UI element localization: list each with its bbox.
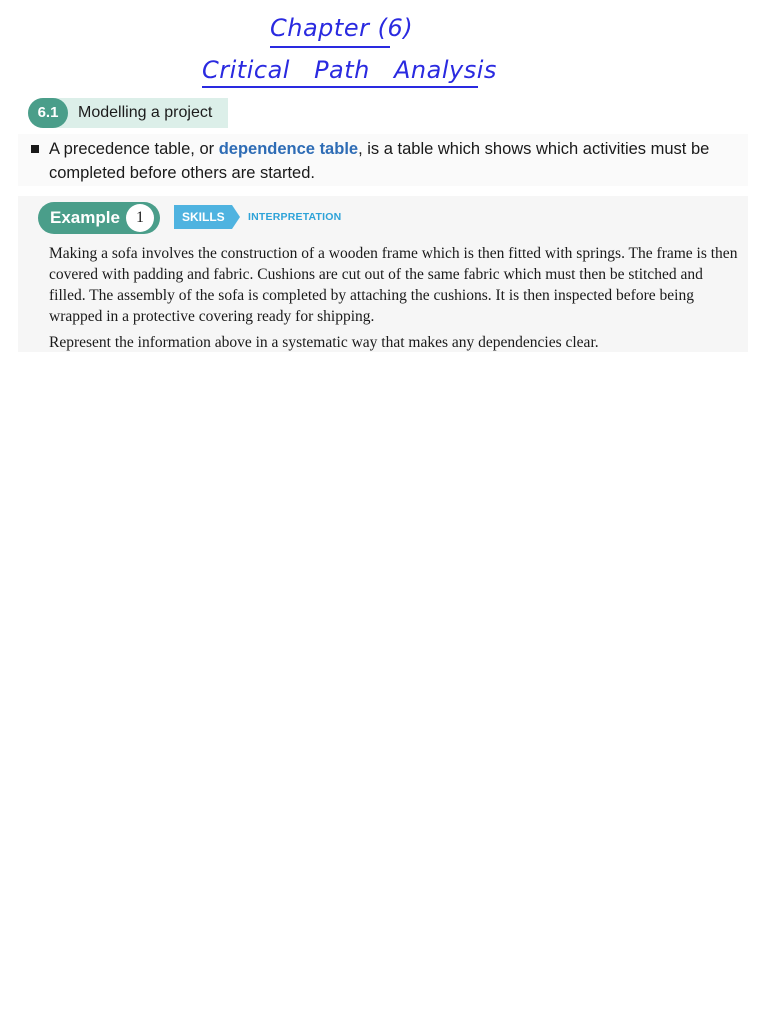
example-badge — [38, 202, 160, 234]
key-term: dependence table — [218, 140, 359, 158]
skills-value: INTERPRETATION — [248, 211, 342, 223]
section-heading — [28, 98, 228, 128]
example-label: Example — [50, 208, 120, 227]
topic-underline — [202, 86, 478, 88]
skills-tag — [174, 205, 240, 229]
definition-before: A precedence table, or — [49, 140, 219, 158]
section-title: Modelling a project — [78, 104, 213, 121]
skills-label: SKILLS — [182, 210, 225, 224]
section-number: 6.1 — [28, 98, 68, 128]
bullet-square-icon — [31, 145, 39, 153]
handwritten-topic: Critical Path Analysis — [202, 56, 497, 84]
example-question: Represent the information above in a systematic way that makes any dependencies clear. — [49, 334, 599, 351]
definition-after: , is a table which shows which activities must be completed before others are started. — [49, 140, 710, 182]
chapter-underline — [270, 46, 390, 48]
example-paragraph: Making a sofa involves the construction of a wooden frame which is then fitted with springs. The frame is then covered with padding and fabric. Cushions are cut out of the same fabric which must then be stitched and filled. The assembly of the sofa is completed by attaching the cushions. It is then inspected before being wrapped in a protective covering ready for shipping. — [49, 245, 738, 325]
definition-text — [49, 137, 744, 185]
handwritten-heading — [0, 0, 768, 96]
definition-bullet — [18, 134, 748, 186]
handwritten-chapter: Chapter (6) — [270, 14, 414, 42]
example-number: 1 — [126, 204, 154, 232]
